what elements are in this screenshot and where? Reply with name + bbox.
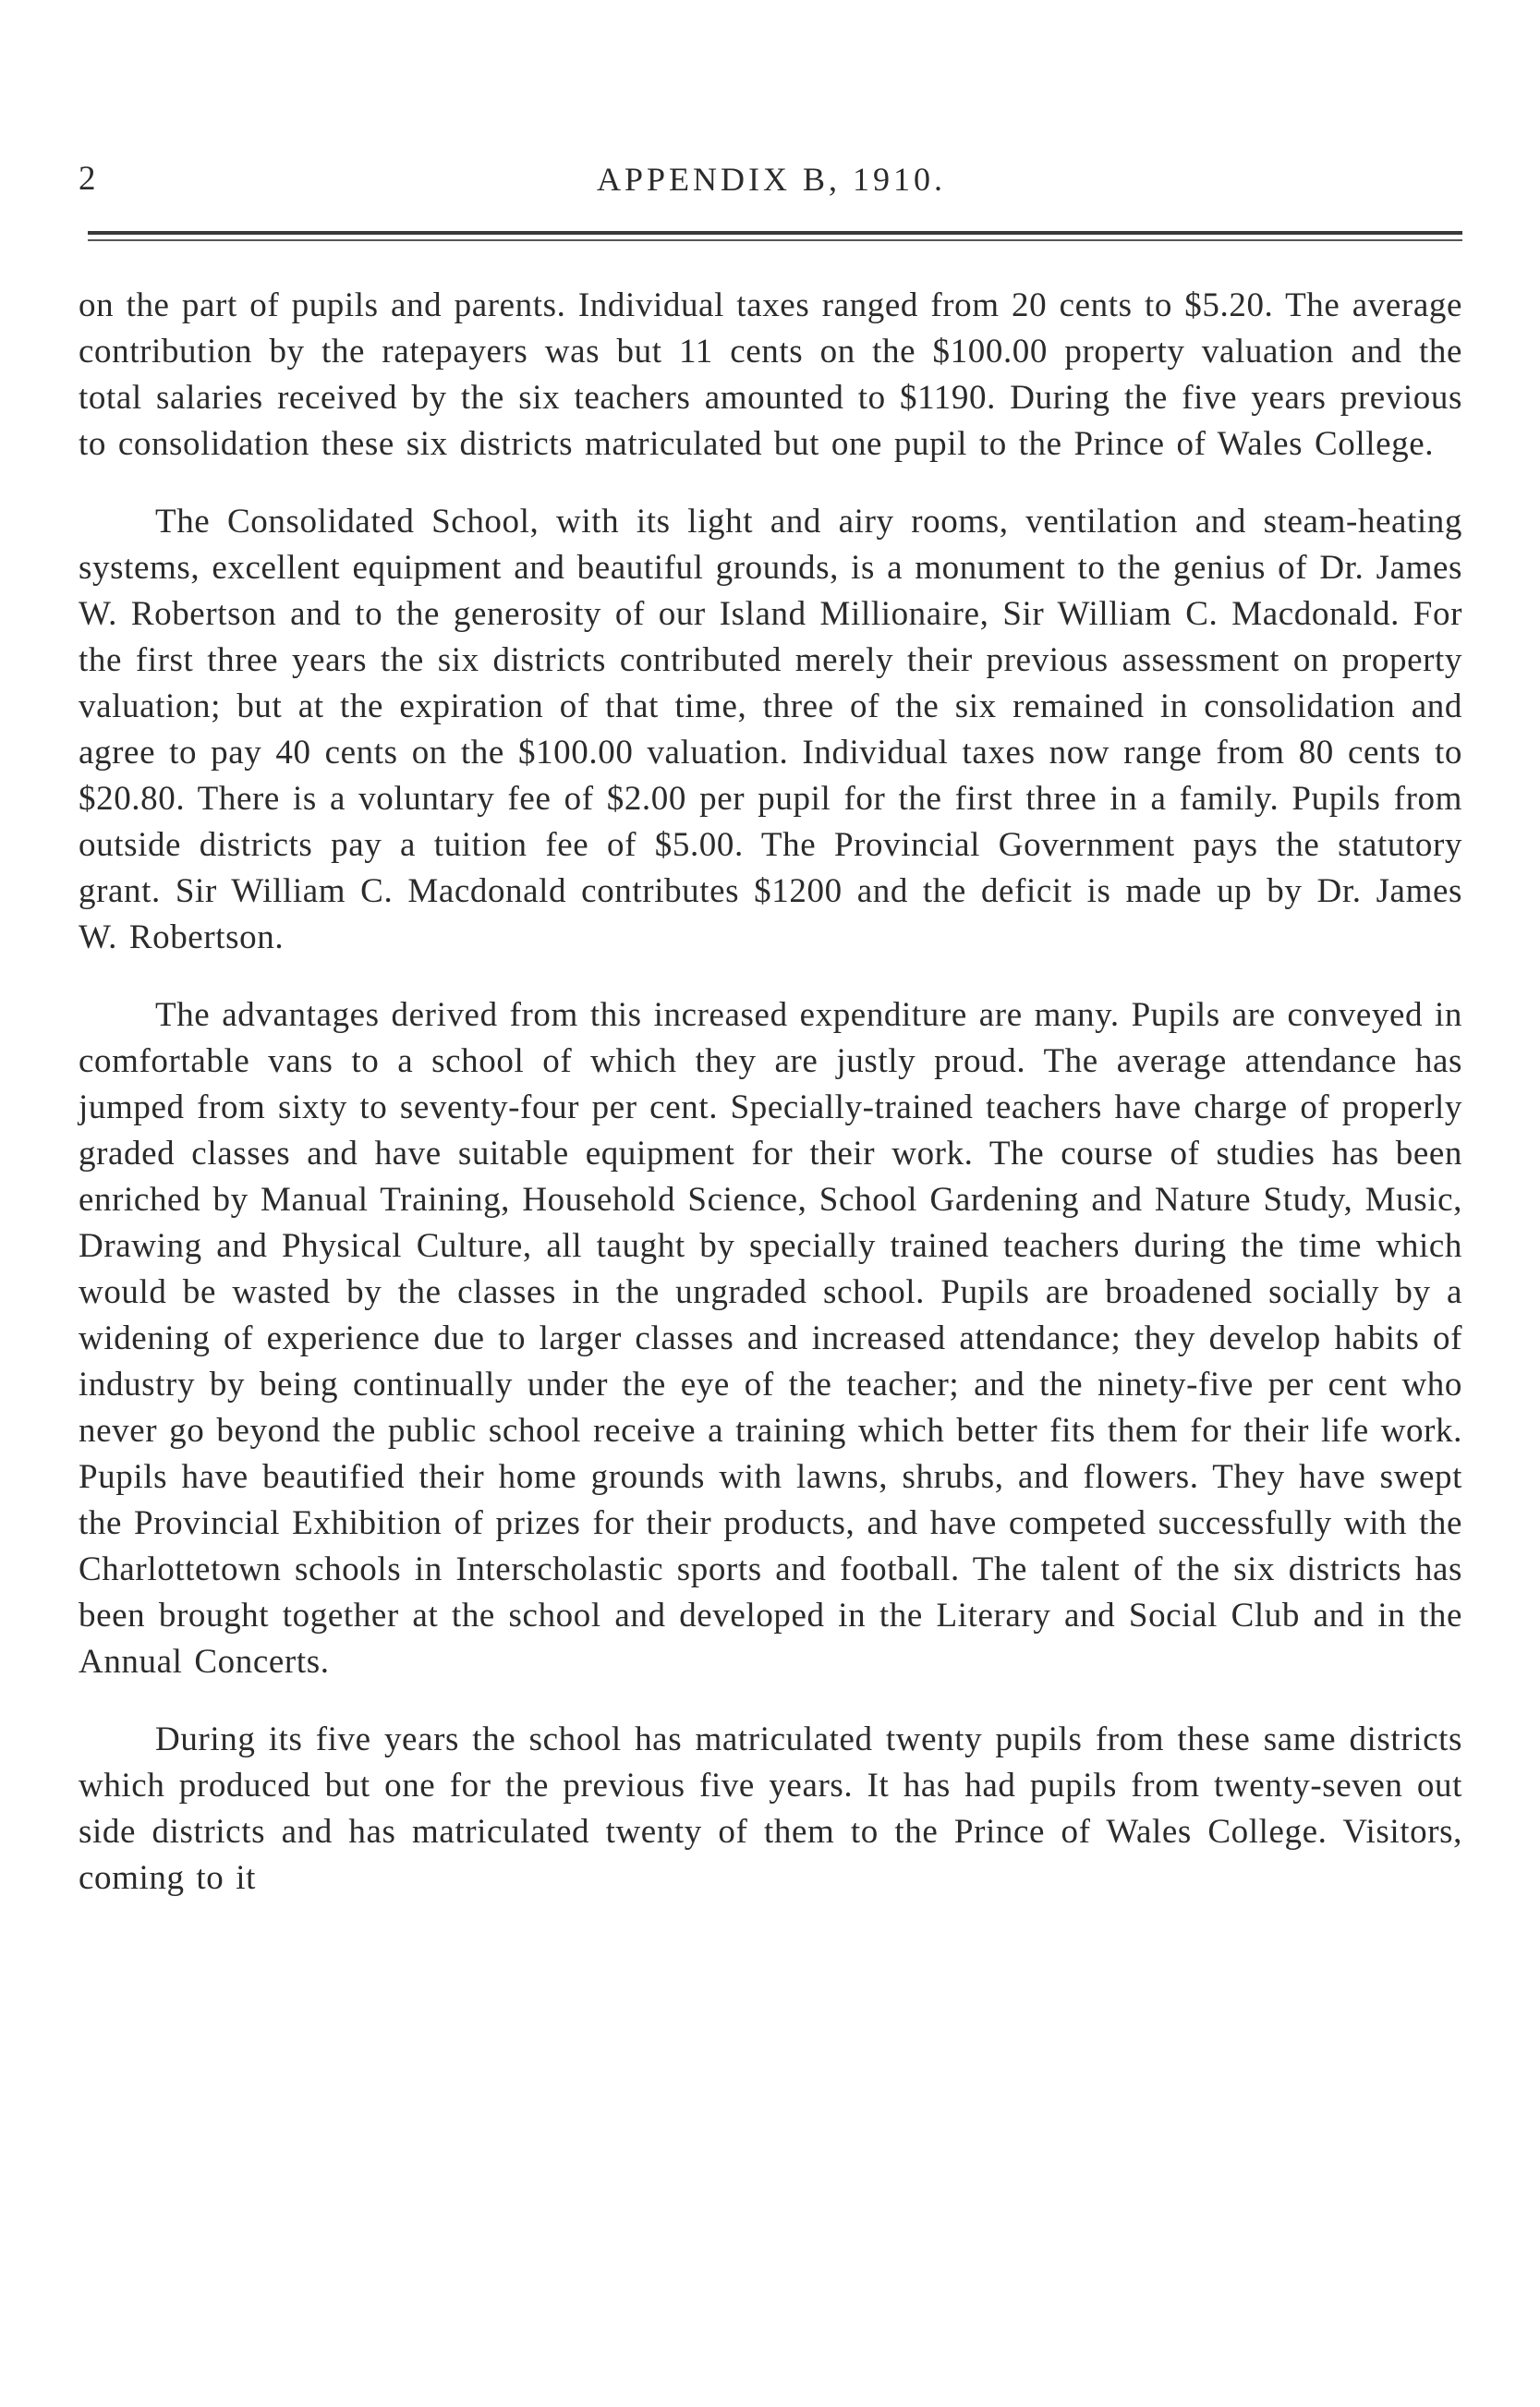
paragraph-continuation: on the part of pupils and parents. Individual taxes ranged from 20 cents to $5.20. The average contribution by the ratepayers was but 11 cents on the $100.00 property valuation and the total salaries received by the six teachers amounted to $1190. During the five years previous to consolidation these six districts matriculated but one pupil to the Prince of Wales College. [79,286,1462,463]
running-head: APPENDIX B, 1910. [596,161,947,198]
paragraph-matriculation: During its five years the school has matriculated twenty pupils from these same districts which produced but one for the previous five years. It has had pupils from twenty-seven out side districts and has matriculated twenty of them to the Prince of Wales College. Visitors, coming to it [79,1720,1462,1897]
header-rule-thick [88,231,1462,235]
paragraph-advantages: The advantages derived from this increased expenditure are many. Pupils are conveyed in comfortable vans to a school of which they are justly proud. The average attendance has jumped from sixty to seventy-four per cent. Specially-trained teachers have charge of properly graded classes and have suitable equipment for their work. The course of studies has been enriched by Manual Training, Household Science, School Gardening and Nature Study, Music, Drawing and Physical Culture, all taught by specially trained teachers during the time which would be wasted by the classes in the ungraded school. Pupils are broadened socially by a widening of experience due to larger classes and increased attendance; they develop habits of industry by being continually under the eye of the teacher; and the ninety-five per cent who never go beyond the public school receive a training which better fits them for their life work. Pupils have beautified their home grounds with lawns, shrubs, and flowers. They have swept the Provincial Exhibition of prizes for their products, and have competed successfully with the Charlottetown schools in Interscholastic sports and football. The talent of the six districts has been brought together at the school and developed in the Literary and Social Club and in the Annual Concerts. [79,996,1462,1681]
page-header [79,159,1464,214]
body-text [79,283,1462,1902]
page-number: 2 [79,160,97,198]
header-rule-thin [88,239,1462,241]
paragraph-consolidated-school: The Consolidated School, with its light and airy rooms, ventilation and steam-heating systems, excellent equipment and beautiful grounds, is a monument to the genius of Dr. James W. Robertson and to the generosity of our Island Millionaire, Sir William C. Macdonald. For the first three years the six districts contributed merely their previous assessment on property valuation; but at the expiration of that time, three of the six remained in consolidation and agree to pay 40 cents on the $100.00 valuation. Individual taxes now range from 80 cents to $20.80. There is a voluntary fee of $2.00 per pupil for the first three in a family. Pupils from outside districts pay a tuition fee of $5.00. The Provincial Government pays the statutory grant. Sir William C. Macdonald contributes $1200 and the deficit is made up by Dr. James W. Robertson. [79,503,1462,956]
